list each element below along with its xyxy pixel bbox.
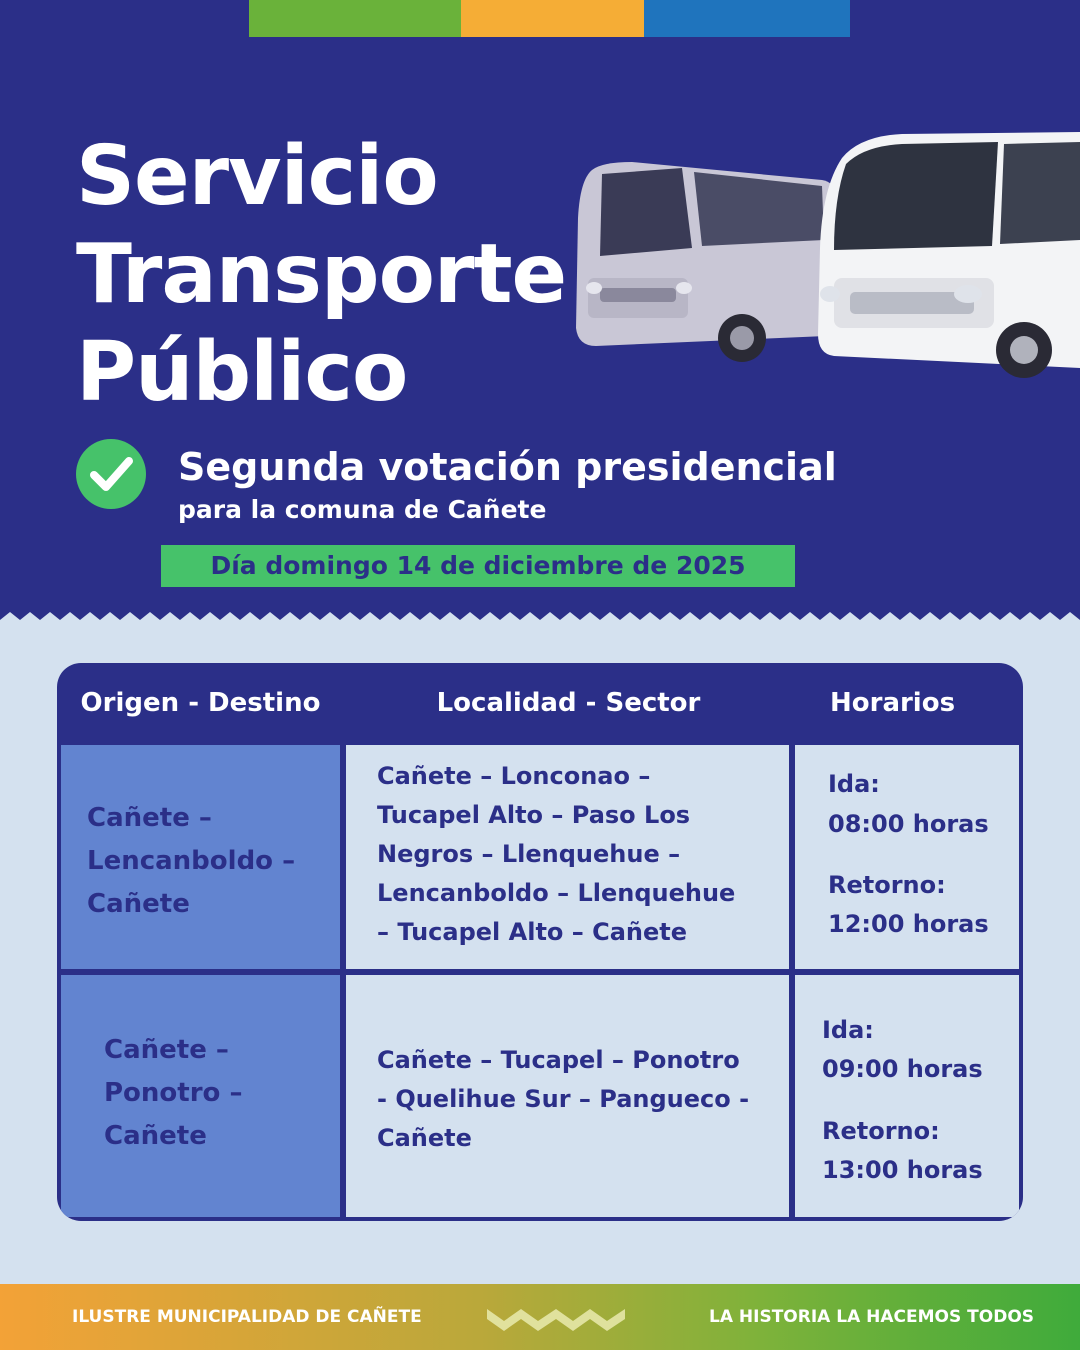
header-origin-destino: Origen - Destino (80, 688, 321, 718)
ida-label: Ida: (822, 1016, 874, 1044)
stripe-orange (461, 0, 644, 37)
table-row-1-locality (346, 745, 789, 969)
ida-time: 09:00 horas (822, 1055, 983, 1083)
schedule-table (57, 663, 1023, 1221)
stripe-blue (644, 0, 850, 37)
stripe-green (249, 0, 461, 37)
table-row-2-origin (61, 975, 340, 1217)
table-row-1-schedule (795, 745, 1019, 969)
date-badge: Día domingo 14 de diciembre de 2025 (161, 545, 795, 587)
subtitle-secondary: para la comuna de Cañete (178, 495, 547, 524)
retorno-label: Retorno: (822, 1117, 940, 1145)
footer-right-text: LA HISTORIA LA HACEMOS TODOS (709, 1307, 1035, 1327)
table-row-2-locality (346, 975, 789, 1217)
footer-bar (0, 1284, 1080, 1350)
table-row-1-origin (61, 745, 340, 969)
bus-front (818, 132, 1080, 378)
retorno-label: Retorno: (828, 871, 946, 899)
header-localidad-sector: Localidad - Sector (436, 688, 701, 718)
color-stripes (249, 0, 850, 37)
page-title (76, 128, 566, 422)
ida-time: 08:00 horas (828, 810, 989, 838)
wave-logo-icon (487, 1301, 625, 1333)
locality-text: Cañete – Tucapel – Ponotro - Quelihue Sur – Pangueco - Cañete (377, 1046, 750, 1152)
retorno-time: 13:00 horas (822, 1156, 983, 1184)
title-line-2: Transporte (76, 227, 567, 322)
check-circle-icon (76, 439, 146, 509)
locality-text: Cañete – Lonconao – Tucapel Alto – Paso Los Negros – Llenquehue – Lencanboldo – Llenquehue – Tucapel Alto – Cañete (377, 762, 736, 946)
origin-text: Cañete – Ponotro – Cañete (104, 1035, 243, 1151)
title-line-3: Público (76, 325, 408, 420)
ida-label: Ida: (828, 770, 880, 798)
minibuses-photo (572, 128, 1080, 388)
footer-left-text: ILUSTRE MUNICIPALIDAD DE CAÑETE (72, 1307, 422, 1327)
zigzag-edge (0, 608, 1080, 630)
header-horarios: Horarios (830, 688, 956, 718)
table-row-2-schedule (795, 975, 1019, 1217)
bus-back (576, 162, 840, 362)
header-section (0, 0, 1080, 630)
subtitle: Segunda votación presidencial (178, 445, 837, 489)
retorno-time: 12:00 horas (828, 910, 989, 938)
origin-text: Cañete – Lencanboldo – Cañete (87, 803, 296, 919)
title-line-1: Servicio (76, 129, 438, 224)
